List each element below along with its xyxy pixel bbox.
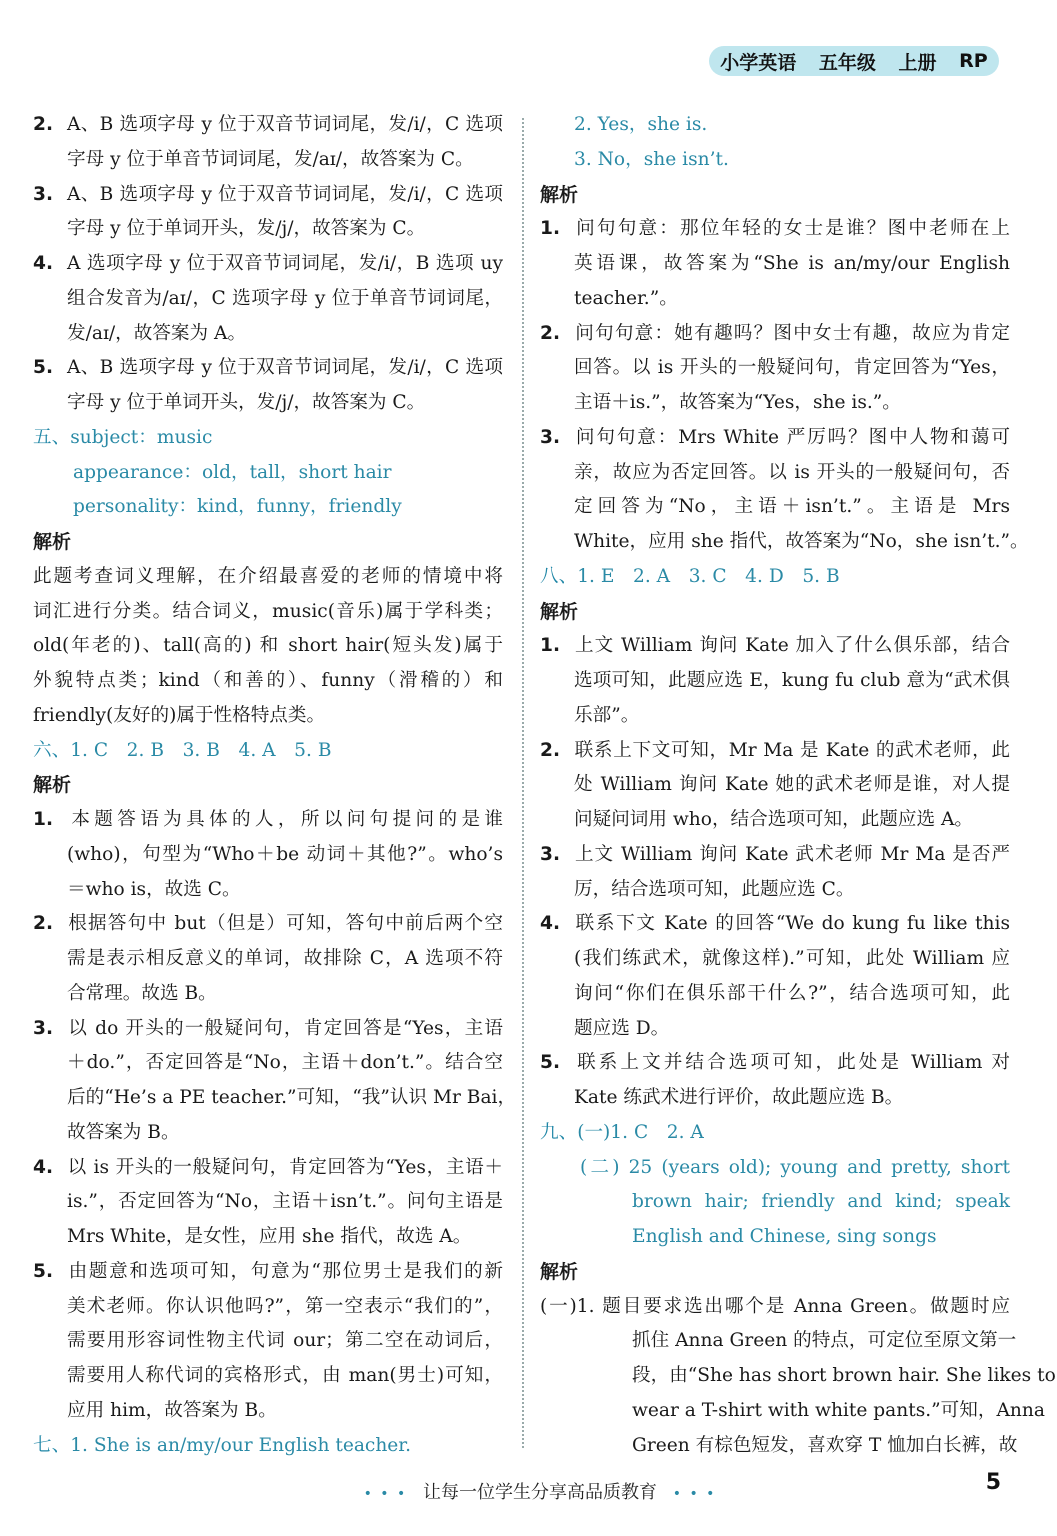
text-line xyxy=(33,490,503,525)
explanation-text: 根据答句中 but（但是）可知，答句中前后两个空 xyxy=(67,913,503,935)
text-line xyxy=(33,838,503,873)
item-number: 3. xyxy=(540,843,561,865)
explanation-text: 外貌特点类；kind（和善的）、funny（滑稽的）和 xyxy=(33,670,503,691)
explanation-text: 字母 y 位于单词开头，发/j/，故答案为 C。 xyxy=(67,218,426,240)
explanation-text: 本题答语为具体的人，所以问句提问的是谁 xyxy=(67,809,503,830)
item-number: 3. xyxy=(33,1017,54,1039)
text-line xyxy=(33,664,503,699)
explanation-text: 处 William 询问 Kate 她的武术老师是谁，对人提 xyxy=(574,774,1010,796)
explanation-text: A、B 选项字母 y 位于双音节词词尾，发/i/，C 选项 xyxy=(67,183,503,205)
answer-text: 1. E 2. A 3. C 4. D 5. B xyxy=(577,565,840,587)
text-line xyxy=(33,907,503,942)
text-line xyxy=(33,351,503,386)
text-line xyxy=(540,386,1010,421)
text-line xyxy=(540,178,1010,213)
item-number: 2. xyxy=(33,913,54,935)
answer-text: English and Chinese, sing songs xyxy=(632,1226,937,1247)
text-line xyxy=(33,317,503,352)
section-number: 六、 xyxy=(33,739,71,761)
analysis-label: 解析 xyxy=(33,531,72,553)
item-number: 4. xyxy=(33,1156,54,1178)
explanation-text: 乐部”。 xyxy=(574,704,640,726)
answer-text: 3. No，she isn’t. xyxy=(574,148,729,170)
text-line xyxy=(540,560,1010,595)
explanation-text: Kate 练武术进行评价，故此题应选 B。 xyxy=(574,1087,904,1108)
explanation-text: 回答。以 is 开头的一般疑问句，肯定回答为“Yes， xyxy=(574,357,1010,379)
text-line xyxy=(33,525,503,560)
text-line xyxy=(540,351,1010,386)
explanation-text: 问句句意：Mrs White 严厉吗？图中人物和蔼可 xyxy=(574,426,1010,448)
text-line xyxy=(540,108,1010,143)
text-line xyxy=(540,942,1010,977)
header-badge xyxy=(709,46,999,76)
text-line xyxy=(33,560,503,595)
explanation-text: 字母 y 位于单词开头，发/j/，故答案为 C。 xyxy=(67,392,426,413)
text-line xyxy=(540,421,1010,456)
item-number: 2. xyxy=(540,739,561,761)
text-line xyxy=(540,143,1010,178)
text-line xyxy=(33,1324,503,1359)
text-line xyxy=(540,977,1010,1012)
text-line xyxy=(33,629,503,664)
answer-text: (一)1. C 2. A xyxy=(577,1121,704,1143)
text-line xyxy=(33,977,503,1012)
text-line xyxy=(540,1359,1056,1394)
text-line xyxy=(33,1394,503,1429)
text-line xyxy=(33,699,503,734)
text-line xyxy=(33,1012,503,1047)
explanation-text: 组合发音为/aɪ/，C 选项字母 y 位于单音节词词尾， xyxy=(67,287,503,309)
explanation-text: 合常理。故选 B。 xyxy=(67,982,217,1004)
text-line xyxy=(33,212,503,247)
text-line xyxy=(540,1151,1010,1186)
text-line xyxy=(33,1081,517,1116)
text-line xyxy=(33,803,503,838)
item-number: 2. xyxy=(540,322,561,344)
item-number: 1. xyxy=(540,218,561,240)
text-line xyxy=(540,282,1010,317)
explanation-text: 字母 y 位于单音节词词尾，发/aɪ/，故答案为 C。 xyxy=(67,148,474,170)
right-column xyxy=(540,108,1056,1463)
answer-text: 1. C 2. B 3. B 4. A 5. B xyxy=(70,739,332,761)
text-line xyxy=(540,456,1010,491)
item-number: 1. xyxy=(33,809,54,830)
grade-label: 五年级 xyxy=(818,51,876,74)
item-number: 3. xyxy=(540,426,561,448)
text-line xyxy=(540,1290,1010,1325)
text-line xyxy=(33,873,503,908)
explanation-text: wear a T-shirt with white pants.”可知，Anna xyxy=(632,1399,1045,1421)
explanation-text: 联系上下文可知，Mr Ma 是 Kate 的武术老师，此 xyxy=(574,739,1010,761)
text-line xyxy=(33,108,503,143)
explanation-text: 厉，结合选项可知，此题应选 C。 xyxy=(574,878,855,900)
item-number: 4. xyxy=(540,913,561,935)
text-line xyxy=(33,1046,503,1081)
dots-icon: • • • xyxy=(363,1486,408,1502)
text-line xyxy=(540,1185,1010,1220)
text-line xyxy=(540,595,1010,630)
explanation-text: A、B 选项字母 y 位于双音节词词尾，发/i/，C 选项 xyxy=(67,357,503,379)
explanation-text: 英语课，故答案为“She is an/my/our English xyxy=(574,253,1010,274)
explanation-text: 故答案为 B。 xyxy=(67,1121,180,1143)
explanation-text: 上文 William 询问 Kate 武术老师 Mr Ma 是否严 xyxy=(574,843,1010,865)
item-number: 4. xyxy=(33,253,54,274)
explanation-text: friendly(友好的)属于性格特点类。 xyxy=(33,704,326,726)
item-number: 5. xyxy=(33,1260,54,1282)
text-line xyxy=(540,317,1010,352)
explanation-text: teacher.”。 xyxy=(574,287,678,309)
text-line xyxy=(540,664,1010,699)
answer-text: 2. Yes，she is. xyxy=(574,114,708,135)
text-line xyxy=(540,1116,1010,1151)
text-line xyxy=(540,247,1010,282)
explanation-text: 定回答为“No，主语＋isn’t.”。主语是 Mrs xyxy=(574,496,1010,518)
analysis-label: 解析 xyxy=(540,183,579,206)
column-divider xyxy=(522,118,524,1448)
explanation-text: (who)，句型为“Who＋be 动词＋其他?”。who’s xyxy=(67,843,503,865)
explanation-text: is.”，否定回答为“No，主语＋isn’t.”。问句主语是 xyxy=(67,1191,503,1213)
text-line xyxy=(33,282,503,317)
text-line xyxy=(33,143,503,178)
item-number: 2. xyxy=(33,114,54,135)
text-line xyxy=(33,1429,503,1464)
item-number: 5. xyxy=(33,357,54,379)
explanation-text: 发/aɪ/，故答案为 A。 xyxy=(67,322,247,344)
text-line xyxy=(33,1185,503,1220)
explanation-text: 以 do 开头的一般疑问句，肯定回答是“Yes，主语 xyxy=(67,1017,503,1039)
explanation-text: 上文 William 询问 Kate 加入了什么俱乐部，结合 xyxy=(574,635,1010,657)
item-number: 5. xyxy=(540,1052,561,1074)
subject-label: 小学英语 xyxy=(720,51,797,74)
answer-text: appearance：old，tall，short hair xyxy=(73,461,392,483)
explanation-text: 问句句意：她有趣吗？图中女士有趣，故应为肯定 xyxy=(574,322,1010,344)
explanation-text: 后的“He’s a PE teacher.”可知，“我”认识 Mr Bai， xyxy=(67,1087,517,1108)
left-column xyxy=(33,108,517,1463)
explanation-text: A、B 选项字母 y 位于双音节词词尾，发/i/，C 选项 xyxy=(67,114,503,135)
explanation-text: 此题考查词义理解，在介绍最喜爱的老师的情境中将 xyxy=(33,565,503,587)
explanation-text: 美术老师。你认识他吗?”，第一空表示“我们的”， xyxy=(67,1295,503,1317)
text-line xyxy=(540,803,1010,838)
text-line xyxy=(33,1151,503,1186)
footer-slogan: 让每一位学生分享高品质教育 xyxy=(423,1482,657,1503)
answer-text: subject：music xyxy=(70,426,213,448)
dots-icon: • • • xyxy=(672,1486,717,1502)
explanation-text: 需要用形容词性物主代词 our；第二空在动词后， xyxy=(67,1330,503,1352)
explanation-text: 以 is 开头的一般疑问句，肯定回答为“Yes，主语＋ xyxy=(67,1156,503,1178)
section-number: 五、 xyxy=(33,426,71,448)
text-line xyxy=(33,595,503,630)
text-line xyxy=(33,1255,503,1290)
text-line xyxy=(33,421,503,456)
explanation-text: White，应用 she 指代，故答案为“No，she isn’t.”。 xyxy=(574,531,1029,552)
explanation-text: old(年老的)、tall(高的) 和 short hair(短头发)属于 xyxy=(33,635,503,657)
explanation-text: 需是表示相反意义的单词，故排除 C，A 选项不符 xyxy=(67,948,503,969)
text-line xyxy=(540,907,1010,942)
explanation-text: 应用 him，故答案为 B。 xyxy=(67,1399,277,1421)
text-line xyxy=(540,1324,1017,1359)
item-number: 1. xyxy=(540,635,561,657)
page-number: 5 xyxy=(985,1470,1001,1495)
text-line xyxy=(540,699,1010,734)
explanation-text: Green 有棕色短发，喜欢穿 T 恤加白长裤，故 xyxy=(632,1434,1018,1456)
item-number: 3. xyxy=(33,183,54,205)
text-line xyxy=(540,1220,1010,1255)
text-line xyxy=(33,942,503,977)
text-line xyxy=(33,247,503,282)
explanation-text: (一)1. 题目要求选出哪个是 Anna Green。做题时应 xyxy=(540,1295,1010,1317)
text-line xyxy=(540,1046,1010,1081)
volume-label: 上册 xyxy=(898,51,937,74)
explanation-text: 主语＋is.”，故答案为“Yes，she is.”。 xyxy=(574,392,901,413)
explanation-text: 抓住 Anna Green 的特点，可定位至原文第一 xyxy=(632,1330,1017,1352)
text-line xyxy=(33,734,503,769)
answer-text: personality：kind，funny，friendly xyxy=(73,496,402,518)
explanation-text: (我们练武术，就像这样).”可知，此处 William 应 xyxy=(574,948,1010,969)
text-line xyxy=(33,1220,503,1255)
answer-text: (二) 25 (years old); young and pretty, short xyxy=(580,1156,1010,1178)
explanation-text: 亲，故应为否定回答。以 is 开头的一般疑问句，否 xyxy=(574,461,1010,483)
text-line xyxy=(540,629,1010,664)
explanation-text: 需要用人称代词的宾格形式，由 man(男士)可知， xyxy=(67,1365,503,1386)
section-number: 八、 xyxy=(540,565,578,587)
text-line xyxy=(33,1359,503,1394)
analysis-label: 解析 xyxy=(540,600,579,623)
text-line xyxy=(540,490,1010,525)
explanation-text: ＝who is，故选 C。 xyxy=(67,878,241,900)
section-number: 七、 xyxy=(33,1434,71,1456)
text-line xyxy=(540,734,1010,769)
answer-text: brown hair; friendly and kind; speak xyxy=(632,1191,1010,1213)
text-line xyxy=(540,838,1010,873)
text-line xyxy=(33,456,503,491)
explanation-text: 问句句意：那位年轻的女士是谁？图中老师在上 xyxy=(574,218,1010,240)
explanation-text: 联系下文 Kate 的回答“We do kung fu like this xyxy=(574,913,1010,935)
text-line xyxy=(540,1394,1045,1429)
explanation-text: 选项可知，此题应选 E，kung fu club 意为“武术俱 xyxy=(574,670,1010,691)
text-line xyxy=(33,1290,503,1325)
explanation-text: 由题意和选项可知，句意为“那位男士是我们的新 xyxy=(67,1260,503,1282)
section-number: 九、 xyxy=(540,1121,578,1143)
explanation-text: A 选项字母 y 位于双音节词词尾，发/i/，B 选项 uy xyxy=(67,253,503,274)
explanation-text: 联系上文并结合选项可知，此处是 William 对 xyxy=(574,1052,1010,1074)
text-line xyxy=(33,386,503,421)
text-line xyxy=(540,1012,1010,1047)
explanation-text: 段，由“She has short brown hair. She likes to xyxy=(632,1365,1056,1386)
text-line xyxy=(33,1116,503,1151)
text-line xyxy=(540,212,1010,247)
explanation-text: ＋do.”，否定回答是“No，主语＋don’t.”。结合空 xyxy=(67,1052,503,1074)
text-line xyxy=(540,525,1029,560)
text-line xyxy=(33,768,503,803)
analysis-label: 解析 xyxy=(33,774,72,797)
edition-label: RP xyxy=(959,50,988,72)
text-line xyxy=(540,1255,1010,1290)
text-line xyxy=(540,1429,1018,1464)
explanation-text: 问疑问词用 who，结合选项可知，此题应选 A。 xyxy=(574,809,974,830)
text-line xyxy=(33,178,503,213)
answer-text: 1. She is an/my/our English teacher. xyxy=(70,1434,412,1456)
text-line xyxy=(540,873,1010,908)
analysis-label: 解析 xyxy=(540,1260,579,1283)
explanation-text: 词汇进行分类。结合词义，music(音乐)属于学科类； xyxy=(33,600,503,622)
text-line xyxy=(540,1081,1010,1116)
explanation-text: Mrs White，是女性，应用 she 指代，故选 A。 xyxy=(67,1226,472,1247)
explanation-text: 题应选 D。 xyxy=(574,1017,670,1039)
text-line xyxy=(540,768,1010,803)
footer-slogan-row xyxy=(340,1478,740,1504)
explanation-text: 询问“你们在俱乐部干什么?”，结合选项可知，此 xyxy=(574,982,1010,1004)
